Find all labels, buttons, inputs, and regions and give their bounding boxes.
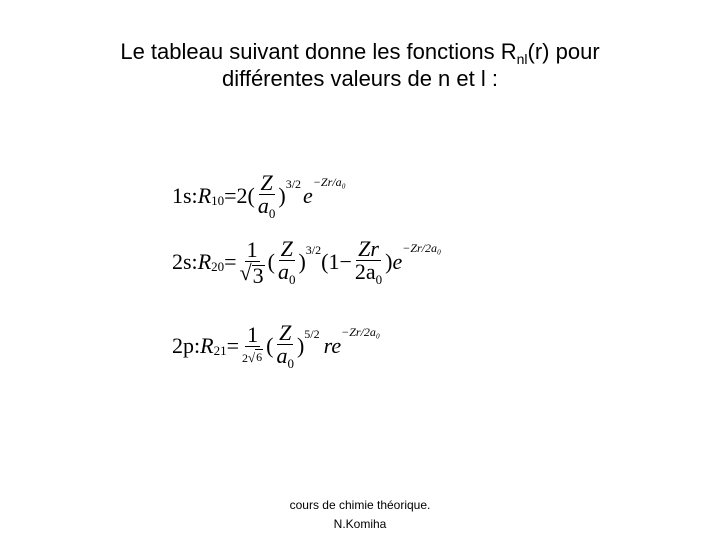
title-subscript: nl — [516, 51, 528, 67]
a-symbol: a — [276, 343, 288, 368]
exponential: e — [303, 183, 313, 208]
exponent: −Zr/2a₀ — [341, 324, 381, 339]
close-paren: ) — [298, 249, 306, 274]
a-subscript: 0 — [288, 272, 296, 287]
equals-sign: = — [226, 333, 239, 358]
denominator — [353, 261, 384, 286]
fraction-z-over-a0 — [276, 238, 298, 286]
coefficient: =2( — [224, 183, 255, 208]
radial-symbol: R — [197, 183, 212, 208]
radial-subscript: 20 — [211, 259, 225, 274]
equation-2p — [172, 322, 380, 370]
sqrt: √ 3 — [239, 259, 264, 288]
numerator: 1 — [247, 321, 259, 347]
orbital-label: 2s: — [172, 249, 198, 274]
fraction-1-over-2sqrt6 — [240, 321, 265, 369]
numerator: Z — [260, 170, 273, 195]
numerator: Zr — [358, 236, 379, 261]
numerator: 1 — [246, 236, 258, 262]
sqrt-argument: 3 — [252, 262, 264, 288]
denominator — [274, 345, 296, 370]
a-subscript: 0 — [287, 356, 294, 371]
footer — [260, 496, 460, 534]
equation-1s — [172, 172, 346, 220]
exponential: e — [392, 249, 403, 274]
fraction-z-over-a0 — [274, 322, 296, 370]
numerator: Z — [280, 236, 293, 261]
open-paren: ( — [266, 333, 274, 358]
orbital-label: 1s: — [172, 183, 198, 208]
exponent: −Zr/2a₀ — [402, 240, 442, 255]
radial-symbol: R — [197, 249, 212, 274]
footer-author: N.Komiha — [333, 517, 387, 531]
denominator — [238, 259, 267, 288]
fraction-zr-over-2a0 — [353, 238, 384, 286]
denominator — [256, 195, 278, 220]
radial-subscript: 10 — [211, 193, 225, 208]
orbital-label: 2p: — [172, 333, 201, 358]
power: 3/2 — [285, 176, 302, 191]
title-text-end: (r) pour — [527, 39, 600, 64]
a-subscript: 0 — [268, 206, 276, 221]
fraction-1-over-sqrt3 — [238, 236, 267, 288]
equals-sign: = — [224, 249, 237, 274]
a-symbol: a — [257, 193, 269, 218]
den-coefficient: 2 — [242, 350, 248, 365]
close-paren: ) — [385, 249, 393, 274]
open-paren-1-minus: (1− — [321, 249, 352, 274]
radial-symbol: R — [200, 333, 214, 358]
title-line-1 — [60, 38, 660, 65]
power: 3/2 — [305, 242, 322, 257]
footer-course: cours de chimie théorique. — [289, 498, 431, 512]
close-paren: ) — [296, 333, 305, 358]
den-subscript: 0 — [375, 272, 383, 287]
fraction-z-over-a0 — [256, 172, 278, 220]
power: 5/2 — [304, 326, 320, 341]
open-paren: ( — [267, 249, 275, 274]
sqrt-argument: 6 — [256, 349, 263, 364]
equation-2s — [172, 238, 441, 286]
r-exponential: re — [323, 333, 342, 358]
title-text: Le tableau suivant donne les fonctions R — [120, 39, 517, 64]
a-symbol: a — [277, 259, 289, 284]
numerator: Z — [279, 320, 292, 345]
title-line-2: différentes valeurs de n et l : — [222, 66, 498, 91]
denominator — [240, 347, 265, 369]
denominator — [276, 261, 298, 286]
den-text: 2a — [354, 259, 376, 284]
radial-subscript: 21 — [213, 343, 227, 358]
sqrt: √ 6 — [248, 349, 263, 365]
close-paren: ) — [278, 183, 286, 208]
slide-title — [60, 38, 660, 92]
exponent: −Zr/a₀ — [312, 174, 346, 189]
